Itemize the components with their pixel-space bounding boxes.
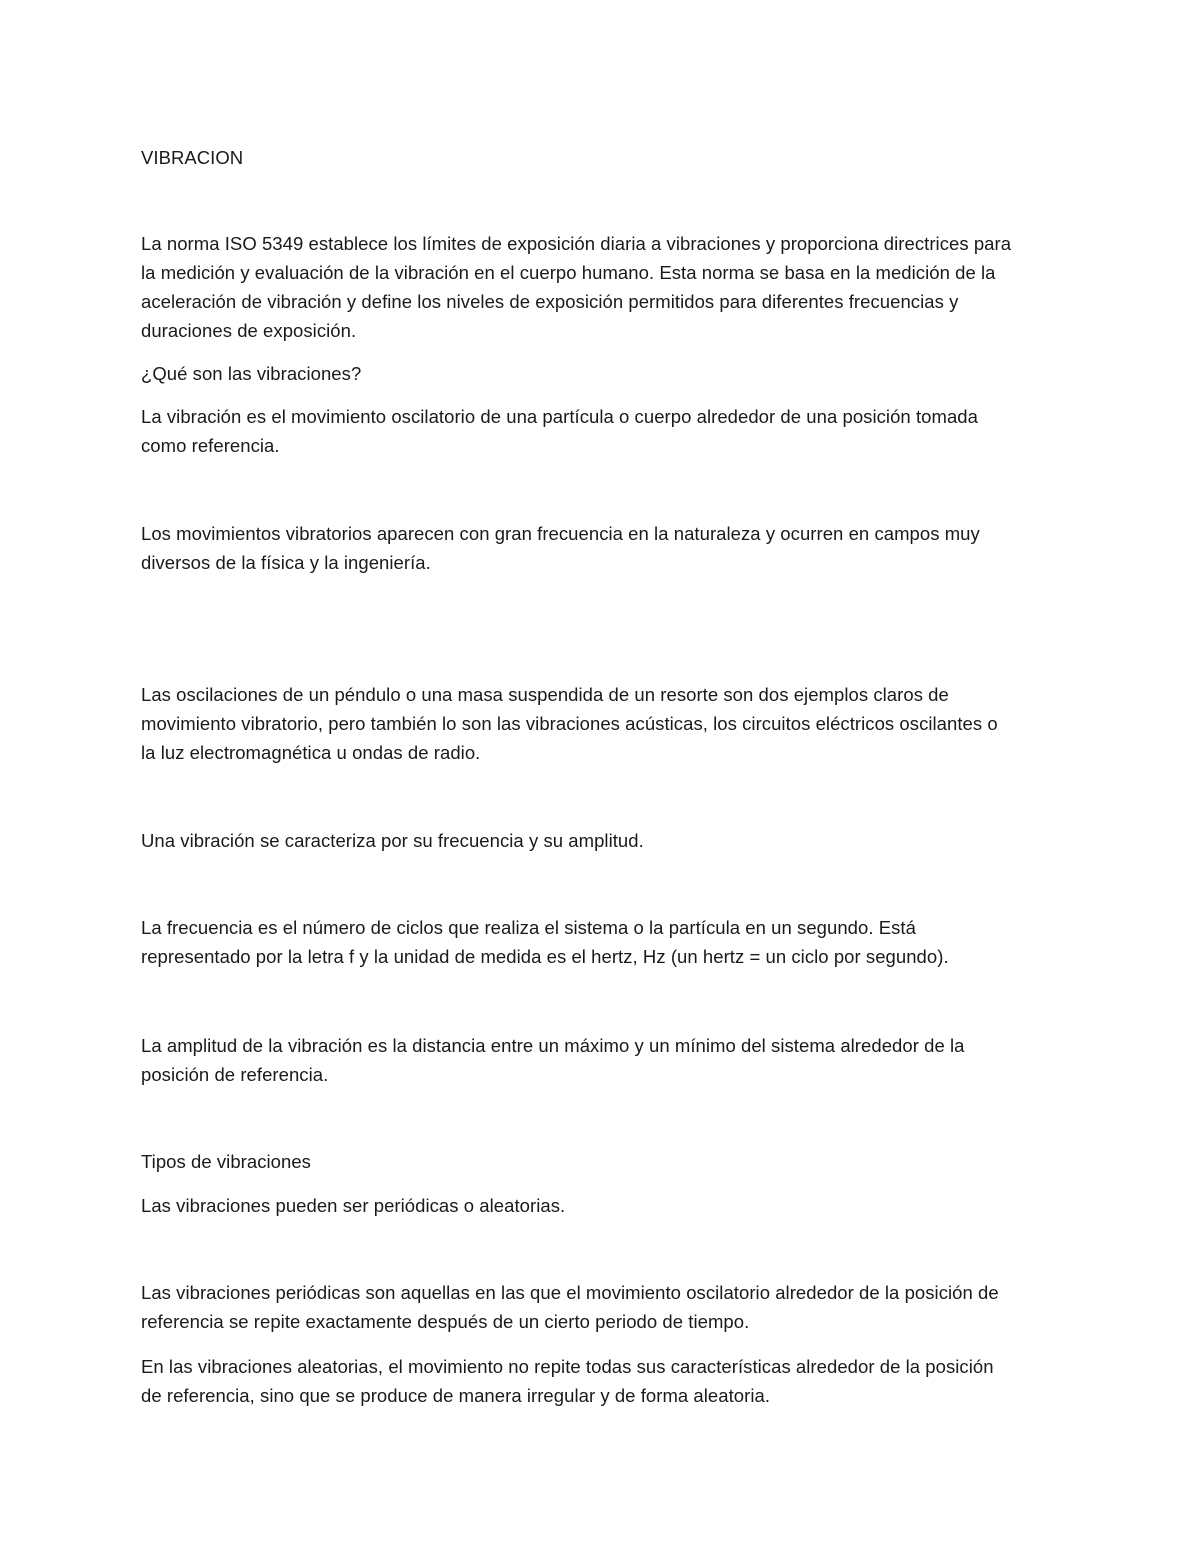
text-line: Los movimientos vibratorios aparecen con gran frecuencia en la naturaleza y ocurren en campos muy xyxy=(141,523,980,544)
paragraph-amplitude xyxy=(141,1031,1071,1089)
text-line: Tipos de vibraciones xyxy=(141,1151,311,1172)
paragraph-natural-phenomena xyxy=(141,519,1071,577)
text-line: Las vibraciones periódicas son aquellas en las que el movimiento oscilatorio alrededor de la posición de xyxy=(141,1282,999,1303)
text-line: duraciones de exposición. xyxy=(141,320,357,341)
text-line: En las vibraciones aleatorias, el movimiento no repite todas sus características alrededor de la posición xyxy=(141,1356,994,1377)
paragraph-types-summary xyxy=(141,1191,1071,1220)
text-line: aceleración de vibración y define los niveles de exposición permitidos para diferentes frecuencias y xyxy=(141,291,959,312)
text-line: Las oscilaciones de un péndulo o una masa suspendida de un resorte son dos ejemplos claros de xyxy=(141,684,949,705)
paragraph-definition xyxy=(141,402,1071,460)
paragraph-iso-norm xyxy=(141,229,1071,345)
text-line: como referencia. xyxy=(141,435,280,456)
text-line: La vibración es el movimiento oscilatorio de una partícula o cuerpo alrededor de una posición tomada xyxy=(141,406,978,427)
text-line: ¿Qué son las vibraciones? xyxy=(141,363,362,384)
document-title xyxy=(141,143,1071,172)
paragraph-frequency xyxy=(141,913,1071,971)
text-line: referencia se repite exactamente después de un cierto periodo de tiempo. xyxy=(141,1311,750,1332)
text-line: representado por la letra f y la unidad de medida es el hertz, Hz (un hertz = un ciclo por segundo). xyxy=(141,946,949,967)
title-text: VIBRACION xyxy=(141,147,244,168)
text-line: posición de referencia. xyxy=(141,1064,329,1085)
text-line: Las vibraciones pueden ser periódicas o aleatorias. xyxy=(141,1195,566,1216)
paragraph-random xyxy=(141,1352,1071,1410)
text-line: La frecuencia es el número de ciclos que realiza el sistema o la partícula en un segundo. Está xyxy=(141,917,916,938)
text-line: diversos de la física y la ingeniería. xyxy=(141,552,431,573)
text-line: La amplitud de la vibración es la distancia entre un máximo y un mínimo del sistema alrededor de la xyxy=(141,1035,965,1056)
text-line: movimiento vibratorio, pero también lo son las vibraciones acústicas, los circuitos eléctricos oscilantes o xyxy=(141,713,998,734)
question-heading xyxy=(141,359,1071,388)
paragraph-characteristics xyxy=(141,826,1071,855)
text-line: La norma ISO 5349 establece los límites de exposición diaria a vibraciones y proporciona directrices para xyxy=(141,233,1012,254)
text-line: la luz electromagnética u ondas de radio. xyxy=(141,742,481,763)
paragraph-periodic xyxy=(141,1278,1071,1336)
text-line: Una vibración se caracteriza por su frecuencia y su amplitud. xyxy=(141,830,644,851)
section-heading-types xyxy=(141,1147,1071,1176)
paragraph-examples xyxy=(141,680,1071,767)
text-line: de referencia, sino que se produce de manera irregular y de forma aleatoria. xyxy=(141,1385,771,1406)
text-line: la medición y evaluación de la vibración en el cuerpo humano. Esta norma se basa en la medición de la xyxy=(141,262,996,283)
